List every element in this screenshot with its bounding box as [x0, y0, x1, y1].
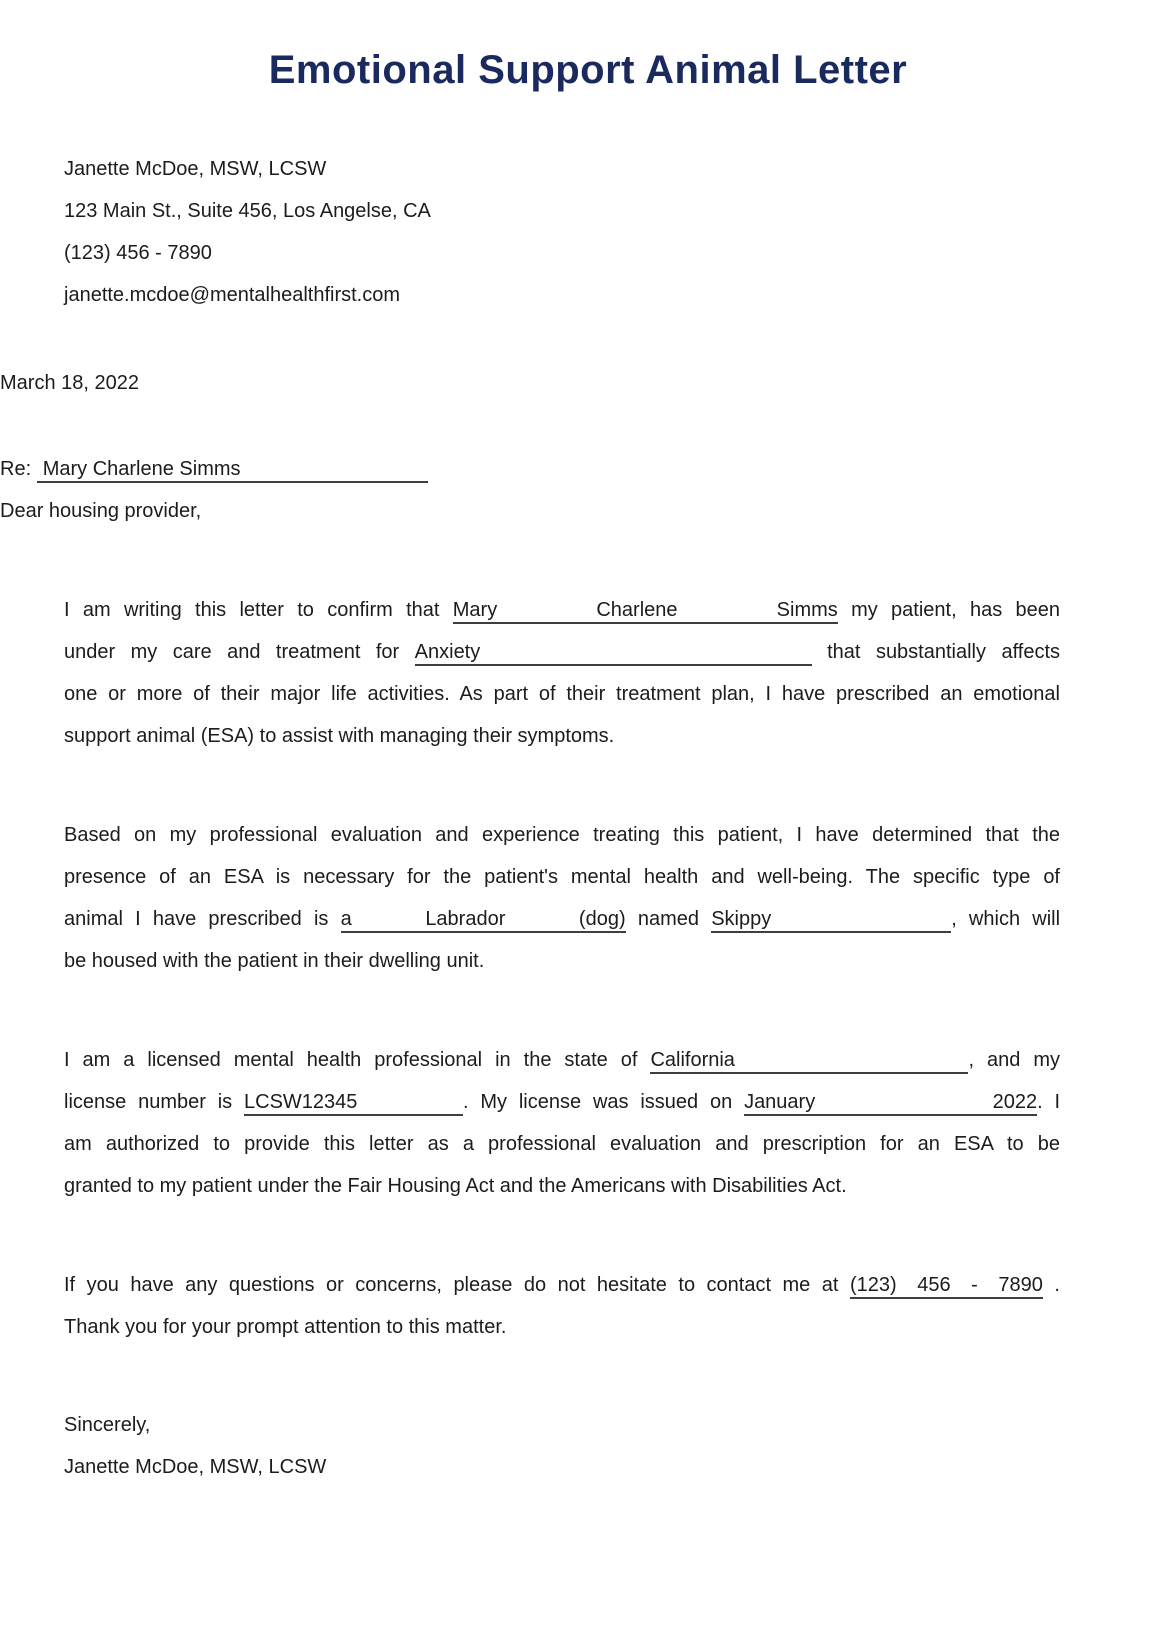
closing: Sincerely,: [64, 1414, 151, 1436]
body-text: animal I have prescribed is: [64, 908, 329, 930]
re-line: [0, 448, 996, 490]
closing-block: [64, 1404, 1060, 1488]
sender-name: Janette McDoe, MSW, LCSW: [64, 158, 327, 180]
line: [64, 673, 1060, 715]
state-field[interactable]: California: [650, 1048, 968, 1074]
body-text: .: [1054, 1274, 1060, 1296]
line: [64, 898, 1060, 940]
paragraph-4: [64, 1264, 1060, 1348]
line: [64, 631, 1060, 673]
body-text: support animal (ESA) to assist with managing their symptoms.: [64, 725, 615, 747]
body-text: I am writing this letter to confirm that: [64, 599, 440, 621]
body-text: If you have any questions or concerns, please do not hesitate to contact me at: [64, 1274, 839, 1296]
body-text: , which will: [951, 908, 1061, 930]
line: [64, 856, 1060, 898]
signature-name: Janette McDoe, MSW, LCSW: [64, 1456, 327, 1478]
line: [64, 1306, 1060, 1348]
line: [64, 940, 1060, 982]
line: [64, 1039, 1060, 1081]
body-text: my patient, has been: [851, 599, 1060, 621]
sender-info-block: [64, 148, 1060, 316]
letter-title: Emotional Support Animal Letter: [268, 48, 908, 92]
sender-phone: (123) 456 - 7890: [64, 242, 212, 264]
condition-field[interactable]: Anxiety: [415, 640, 812, 666]
body-text: I am a licensed mental health professional in the state of: [64, 1049, 638, 1071]
animal-type-field[interactable]: a Labrador (dog): [341, 907, 626, 933]
sender-email: janette.mcdoe@mentalhealthfirst.com: [64, 284, 401, 306]
body-text: , and my: [968, 1049, 1060, 1071]
re-label: Re:: [0, 458, 32, 480]
body-text: one or more of their major life activities. As part of their treatment plan, I have prescribed an emotional: [64, 683, 1060, 705]
line: [64, 1081, 1060, 1123]
body-text: under my care and treatment for: [64, 641, 400, 663]
paragraph-2: [64, 814, 1060, 982]
line: [64, 715, 1060, 757]
body-text: be housed with the patient in their dwelling unit.: [64, 950, 485, 972]
paragraph-1: [64, 589, 1060, 757]
sender-address: 123 Main St., Suite 456, Los Angelse, CA: [64, 200, 431, 222]
body-text: presence of an ESA is necessary for the patient's mental health and well-being. The specific type of: [64, 866, 1060, 888]
body-text: license number is: [64, 1091, 233, 1113]
body-text: that substantially affects: [827, 641, 1061, 663]
license-number-field[interactable]: LCSW12345: [244, 1090, 463, 1116]
line: [64, 1264, 1060, 1306]
paragraph-3: [64, 1039, 1060, 1207]
body-text: granted to my patient under the Fair Housing Act and the Americans with Disabilities Act.: [64, 1175, 847, 1197]
salutation: Dear housing provider,: [0, 500, 202, 522]
line: [64, 1165, 1060, 1207]
body-text: Thank you for your prompt attention to this matter.: [64, 1316, 507, 1338]
body-text: am authorized to provide this letter as a professional evaluation and prescription for an ESA to be: [64, 1133, 1060, 1155]
animal-name-field[interactable]: Skippy: [711, 907, 951, 933]
line: [64, 814, 1060, 856]
re-patient-name-field[interactable]: Mary Charlene Simms: [37, 457, 428, 483]
body-text: . I: [1037, 1091, 1061, 1113]
body-text: named: [637, 908, 699, 930]
license-issue-date-field[interactable]: January 2022: [744, 1090, 1037, 1116]
contact-phone-field[interactable]: (123) 456 - 7890: [850, 1273, 1043, 1299]
letter-date: March 18, 2022: [0, 372, 139, 394]
line: [64, 589, 1060, 631]
line: [64, 1123, 1060, 1165]
patient-name-field[interactable]: Mary Charlene Simms: [453, 598, 838, 624]
body-text: . My license was issued on: [463, 1091, 733, 1113]
body-text: Based on my professional evaluation and experience treating this patient, I have determined that the: [64, 824, 1060, 846]
